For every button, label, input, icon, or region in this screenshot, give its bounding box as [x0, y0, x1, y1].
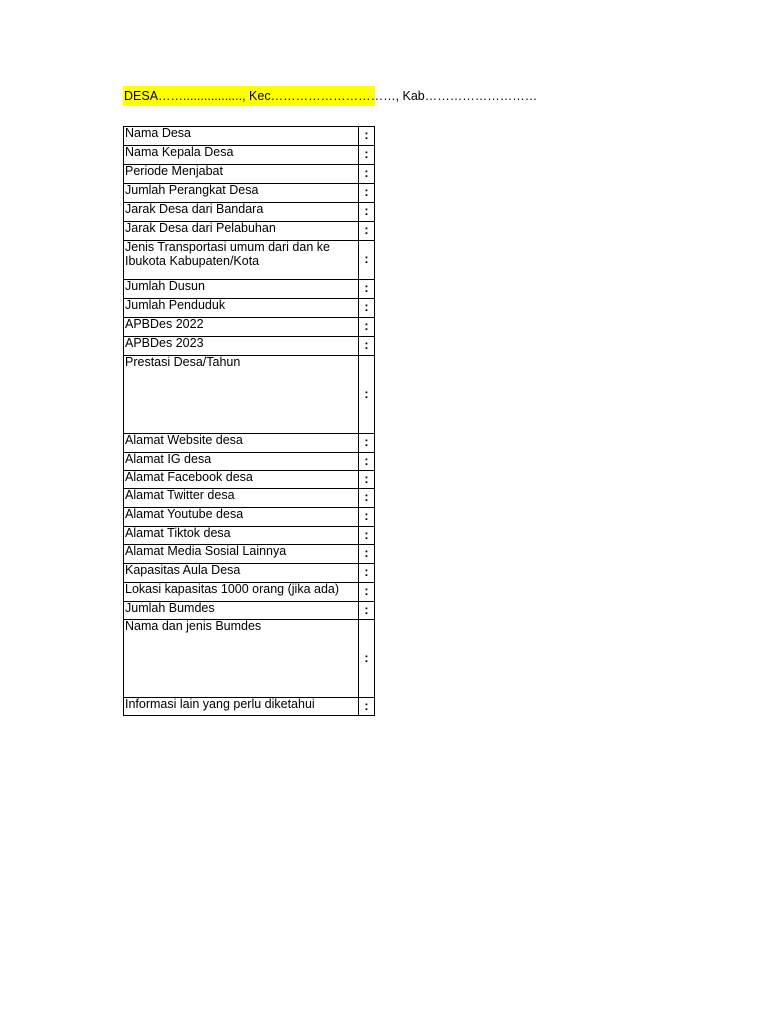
value-cell[interactable]: :	[359, 602, 375, 620]
row-label: Kapasitas Aula Desa	[124, 564, 359, 583]
form-row	[124, 602, 375, 620]
value-cell[interactable]: :	[359, 545, 375, 564]
form-row	[124, 165, 375, 184]
value-cell[interactable]: :	[359, 489, 375, 508]
village-data-form	[123, 126, 375, 716]
value-cell[interactable]: :	[359, 698, 375, 716]
form-row	[124, 127, 375, 146]
form-row	[124, 698, 375, 716]
form-row	[124, 146, 375, 165]
form-row	[124, 545, 375, 564]
form-row	[124, 583, 375, 602]
value-cell[interactable]: :	[359, 356, 375, 434]
form-row	[124, 434, 375, 453]
value-cell[interactable]: :	[359, 241, 375, 280]
row-label: Jumlah Bumdes	[124, 602, 359, 620]
row-label: APBDes 2022	[124, 318, 359, 337]
value-cell[interactable]: :	[359, 222, 375, 241]
row-label: Alamat Tiktok desa	[124, 527, 359, 545]
row-label: Nama dan jenis Bumdes	[124, 620, 359, 698]
row-label: APBDes 2023	[124, 337, 359, 356]
row-label: Jarak Desa dari Pelabuhan	[124, 222, 359, 241]
value-cell[interactable]: :	[359, 434, 375, 453]
form-row	[124, 318, 375, 337]
row-label: Jenis Transportasi umum dari dan ke Ibukota Kabupaten/Kota	[124, 241, 359, 280]
value-cell[interactable]: :	[359, 471, 375, 489]
row-label: Jumlah Dusun	[124, 280, 359, 299]
form-row	[124, 222, 375, 241]
value-cell[interactable]: :	[359, 583, 375, 602]
value-cell[interactable]: :	[359, 299, 375, 318]
row-label: Alamat Youtube desa	[124, 508, 359, 527]
row-label: Prestasi Desa/Tahun	[124, 356, 359, 434]
value-cell[interactable]: :	[359, 184, 375, 203]
row-label: Alamat Website desa	[124, 434, 359, 453]
row-label: Lokasi kapasitas 1000 orang (jika ada)	[124, 583, 359, 602]
row-label: Alamat IG desa	[124, 453, 359, 471]
row-label: Jumlah Penduduk	[124, 299, 359, 318]
form-row	[124, 299, 375, 318]
value-cell[interactable]: :	[359, 146, 375, 165]
form-row	[124, 184, 375, 203]
form-row	[124, 280, 375, 299]
form-row	[124, 241, 375, 280]
form-row	[124, 356, 375, 434]
row-label: Jumlah Perangkat Desa	[124, 184, 359, 203]
form-row	[124, 489, 375, 508]
form-row	[124, 508, 375, 527]
value-cell[interactable]: :	[359, 527, 375, 545]
value-cell[interactable]: :	[359, 280, 375, 299]
form-row	[124, 203, 375, 222]
value-cell[interactable]: :	[359, 564, 375, 583]
form-row	[124, 453, 375, 471]
row-label: Alamat Facebook desa	[124, 471, 359, 489]
row-label: Periode Menjabat	[124, 165, 359, 184]
value-cell[interactable]: :	[359, 165, 375, 184]
form-row	[124, 620, 375, 698]
value-cell[interactable]: :	[359, 453, 375, 471]
form-title: DESA……................., Kec…………………………, Kab………………………	[124, 89, 538, 103]
value-cell[interactable]: :	[359, 620, 375, 698]
value-cell[interactable]: :	[359, 508, 375, 527]
row-label: Informasi lain yang perlu diketahui	[124, 698, 359, 716]
value-cell[interactable]: :	[359, 203, 375, 222]
value-cell[interactable]: :	[359, 337, 375, 356]
row-label: Nama Kepala Desa	[124, 146, 359, 165]
value-cell[interactable]: :	[359, 318, 375, 337]
row-label: Nama Desa	[124, 127, 359, 146]
form-row	[124, 471, 375, 489]
row-label: Alamat Media Sosial Lainnya	[124, 545, 359, 564]
form-title-highlight	[123, 86, 538, 106]
form-row	[124, 337, 375, 356]
form-row	[124, 564, 375, 583]
row-label: Jarak Desa dari Bandara	[124, 203, 359, 222]
row-label: Alamat Twitter desa	[124, 489, 359, 508]
value-cell[interactable]: :	[359, 127, 375, 146]
form-row	[124, 527, 375, 545]
